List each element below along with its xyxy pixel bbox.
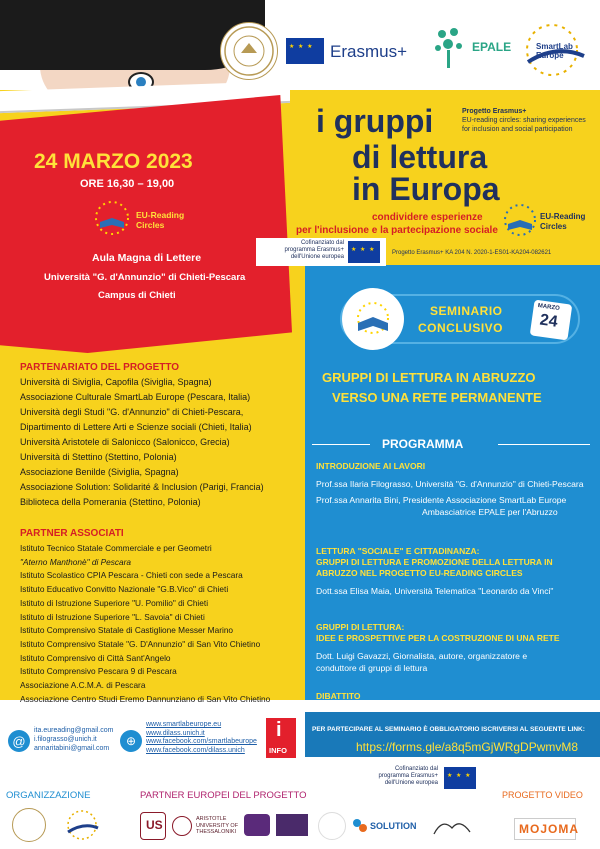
- venue-university: Università "G. d'Annunzio" di Chieti-Pescara: [44, 272, 246, 283]
- title-line-1: i gruppi: [316, 103, 434, 139]
- event-time: ORE 16,30 – 19,00: [80, 178, 175, 190]
- eu-flag-icon: [286, 38, 324, 64]
- associates-heading: PARTNER ASSOCIATI: [20, 528, 124, 539]
- video-label: PROGETTO VIDEO: [502, 790, 583, 800]
- epale-logo: [432, 26, 512, 76]
- divider-left: [312, 444, 370, 445]
- venue-campus: Campus di Chieti: [98, 290, 176, 301]
- project-label: Progetto Erasmus+: [462, 108, 527, 115]
- solution-logo: [352, 818, 424, 838]
- programma-heading: PROGRAMMA: [382, 437, 464, 451]
- list-item: "Aterno Manthonè" di Pescara: [20, 556, 132, 567]
- cofunded-text: [260, 240, 344, 261]
- mojoma-label: MOJOMA: [519, 822, 579, 836]
- aristotle-line-1: ARISTOTLE: [196, 816, 227, 822]
- list-item: Istituto Tecnico Statale Commerciale e per Geometri: [20, 543, 212, 553]
- aristotle-seal-icon: [172, 816, 192, 836]
- project-desc-2: for inclusion and social participation: [462, 126, 573, 133]
- list-item: Istituto Educativo Convitto Nazionale "G.B.Vico" di Chieti: [20, 584, 229, 595]
- web-links: [146, 721, 257, 755]
- partners-label: PARTNER EUROPEI DEL PROGETTO: [140, 790, 307, 801]
- session3-speaker-1: Dott. Luigi Gavazzi, Giornalista, autore, organizzatore e: [316, 651, 528, 661]
- facebook-link[interactable]: www.facebook.com/dilass.unich: [146, 746, 245, 754]
- list-item: Istituto Comprensivo di Città Sant'Angelo: [20, 652, 171, 663]
- list-item: Istituto Scolastico CPIA Pescara - Chieti con sede a Pescara: [20, 570, 243, 581]
- list-item: Istituto Comprensivo Statale di Castiglione Messer Marino: [20, 625, 234, 636]
- list-item: Università Aristotele di Salonicco (Salonicco, Grecia): [20, 437, 230, 447]
- list-item: Associazione Centro Studi Eremo Dannunziano di San Vito Chietino: [20, 693, 271, 704]
- title-line-2: di lettura: [352, 139, 488, 175]
- eu-reading-circles-label-2: EU-Reading Circles: [540, 212, 586, 231]
- info-icon: i: [276, 719, 282, 741]
- sevilla-logo: [140, 812, 166, 840]
- aristotle-logo: [172, 814, 242, 840]
- epale-label: EPALE: [472, 40, 512, 54]
- epale-tree-icon: [432, 26, 468, 70]
- organization-label: ORGANIZZAZIONE: [6, 790, 91, 801]
- info-badge: [266, 718, 296, 758]
- aristotle-line-2: UNIVERSITY OF: [196, 822, 239, 829]
- list-item: Università di Stettino (Stettino, Polonia): [20, 452, 177, 462]
- list-item: Università di Siviglia, Capofila (Siviglia, Spagna): [20, 377, 212, 387]
- subtitle-line-1: condividere esperienze: [372, 212, 483, 223]
- email-link[interactable]: annaritabini@gmail.com: [34, 745, 110, 752]
- list-item: Istituto di Istruzione Superiore "L. Savoia" di Chieti: [20, 611, 205, 622]
- solution-dots-icon: [352, 818, 368, 834]
- seminar-label-2: CONCLUSIVO: [418, 321, 504, 335]
- list-item: Dipartimento di Lettere Arti e Scienze sociali (Chieti, Italia): [20, 422, 252, 432]
- list-item: Istituto di Istruzione Superiore "U. Pomilio" di Chieti: [20, 597, 209, 608]
- us-monogram: US: [146, 818, 163, 832]
- list-item: Associazione A.C.M.A. di Pescara: [20, 680, 146, 691]
- erasmus-logo: [286, 38, 426, 68]
- solution-label: SOLUTION: [370, 821, 417, 831]
- intro-speaker-2: Prof.ssa Annarita Bini, Presidente Associazione SmartLab Europe: [316, 495, 567, 505]
- cofunded-line-2: programma Erasmus+: [284, 247, 344, 253]
- list-item: Istituto Comprensivo Pescara 9 di Pescara: [20, 666, 177, 677]
- calendar-month: MARZO: [537, 303, 561, 313]
- aristotle-text: [196, 816, 238, 836]
- seminar-book-badge: [342, 288, 404, 350]
- title-line-3: in Europa: [352, 171, 500, 207]
- session3-heading-1: GRUPPI DI LETTURA:: [316, 622, 405, 632]
- date-calendar-badge: [530, 300, 573, 341]
- footer-cofunded-badge: [352, 764, 480, 792]
- divider-right: [498, 444, 590, 445]
- session2-heading-2: GRUPPI DI LETTURA E PROMOZIONE DELLA LETTURA IN: [316, 557, 553, 567]
- footer-cofunded-line-2: programma Erasmus+: [378, 773, 438, 779]
- venue-name: Aula Magna di Lettere: [92, 252, 202, 264]
- email-icon: @: [8, 730, 30, 752]
- smartlab-label: SmartLab Europe: [536, 42, 573, 60]
- mojoma-logo: [514, 818, 579, 840]
- website-link[interactable]: www.smartlabeurope.eu: [146, 721, 222, 728]
- seal-icon: [221, 23, 277, 79]
- partnership-heading: PARTENARIATO DEL PROGETTO: [20, 362, 180, 373]
- intro-speaker-2-role: Ambasciatrice EPALE per l'Abruzzo: [422, 507, 558, 517]
- debate-label: DIBATTITO: [316, 691, 361, 701]
- smartlab-footer-logo: [64, 808, 100, 842]
- calendar-day: 24: [538, 311, 559, 331]
- email-link[interactable]: ita.eureading@gmail.com: [34, 727, 114, 734]
- smartlab-logo: [522, 22, 586, 78]
- registration-notice: PER PARTECIPARE AL SEMINARIO È OBBLIGATORIO ISCRIVERSI AL SEGUENTE LINK:: [312, 726, 585, 733]
- associates-list: [20, 542, 270, 706]
- eu-reading-circles-logo-2: [500, 202, 540, 238]
- list-item: Associazione Solution: Solidarité & Inclusion (Parigi, Francia): [20, 482, 264, 492]
- subtitle-line-2: per l'inclusione e la partecipazione sociale: [296, 225, 498, 236]
- seminar-headline-1: GRUPPI DI LETTURA IN ABRUZZO: [322, 370, 536, 385]
- open-book-icon: [352, 301, 394, 337]
- cofunded-line-3: dell'Unione europea: [290, 254, 344, 260]
- decorative-sketch-logo: [430, 814, 474, 840]
- session2-heading-1: LETTURA "SOCIALE" E CITTADINANZA:: [316, 546, 480, 556]
- cofunded-line-1: Cofinanziato dal: [300, 240, 344, 246]
- globe-icon: ⊕: [120, 730, 142, 752]
- pomerania-library-logo: [318, 812, 346, 840]
- cofunded-badge: [256, 238, 386, 266]
- footer-cofunded-line-3: dell'Unione europea: [384, 780, 438, 786]
- list-item: Biblioteca della Pomerania (Stettino, Polonia): [20, 497, 201, 507]
- list-item: Associazione Culturale SmartLab Europe (Pescara, Italia): [20, 392, 251, 402]
- project-desc-1: EU-reading circles: sharing experiences: [462, 117, 586, 124]
- email-list: [34, 726, 113, 753]
- seminar-headline-2: VERSO UNA RETE PERMANENTE: [332, 390, 542, 405]
- intro-heading: INTRODUZIONE AI LAVORI: [316, 461, 426, 471]
- session3-heading-2: IDEE E PROSPETTIVE PER LA COSTRUZIONE DI UNA RETE: [316, 633, 560, 643]
- eu-flag-icon: [444, 767, 476, 789]
- erasmus-label: Erasmus+: [330, 42, 407, 61]
- session3-speaker-2: conduttore di gruppi di lettura: [316, 663, 428, 673]
- event-date: 24 MARZO 2023: [34, 150, 193, 173]
- list-item: Istituto Comprensivo Statale "G. D'Annunzio" di San Vito Chietino: [20, 638, 261, 649]
- bird-sketch-icon: [430, 814, 474, 840]
- smartlab-stars-icon: [64, 808, 100, 842]
- session2-speaker: Dott.ssa Elisa Maia, Università Telematica "Leonardo da Vinci": [316, 586, 554, 596]
- benilde-logo: [276, 814, 308, 836]
- intro-speaker-1: Prof.ssa Ilaria Filograsso, Università "G. d'Annunzio" di Chieti-Pescara: [316, 479, 584, 489]
- book-stars-icon: [92, 198, 132, 238]
- email-link[interactable]: i.filograsso@unich.it: [34, 736, 97, 743]
- aristotle-line-3: THESSALONIKI: [196, 829, 237, 835]
- footer-cofunded-text: [352, 766, 438, 787]
- project-code: Progetto Erasmus+ KA 204 N. 2020-1-ES01-KA204-082621: [392, 250, 552, 256]
- partnership-list: [20, 375, 264, 510]
- eu-reading-circles-label: EU-Reading Circles: [136, 210, 185, 230]
- registration-link[interactable]: https://forms.gle/a8q5mGjWRgDPwmvM8: [356, 740, 579, 754]
- eu-flag-icon: [348, 241, 380, 263]
- footer-cofunded-line-1: Cofinanziato dal: [394, 766, 438, 772]
- info-label: INFO: [269, 746, 287, 755]
- seminar-label-1: SEMINARIO: [430, 304, 503, 318]
- session2-heading-3: ABRUZZO NEL PROGETTO EU-READING CIRCLES: [316, 568, 523, 578]
- website-link[interactable]: www.dilass.unich.it: [146, 729, 205, 737]
- book-stars-icon: [500, 202, 540, 238]
- eu-reading-circles-logo: [92, 198, 132, 238]
- szczecin-logo: [244, 814, 270, 836]
- list-item: Associazione Benilde (Siviglia, Spagna): [20, 467, 179, 477]
- facebook-link[interactable]: www.facebook.com/smartlabeurope: [146, 738, 257, 745]
- unich-seal-logo: [12, 808, 46, 842]
- university-seal-logo: [220, 22, 278, 80]
- list-item: Università degli Studi "G. d'Annunzio" di Chieti-Pescara,: [20, 407, 244, 417]
